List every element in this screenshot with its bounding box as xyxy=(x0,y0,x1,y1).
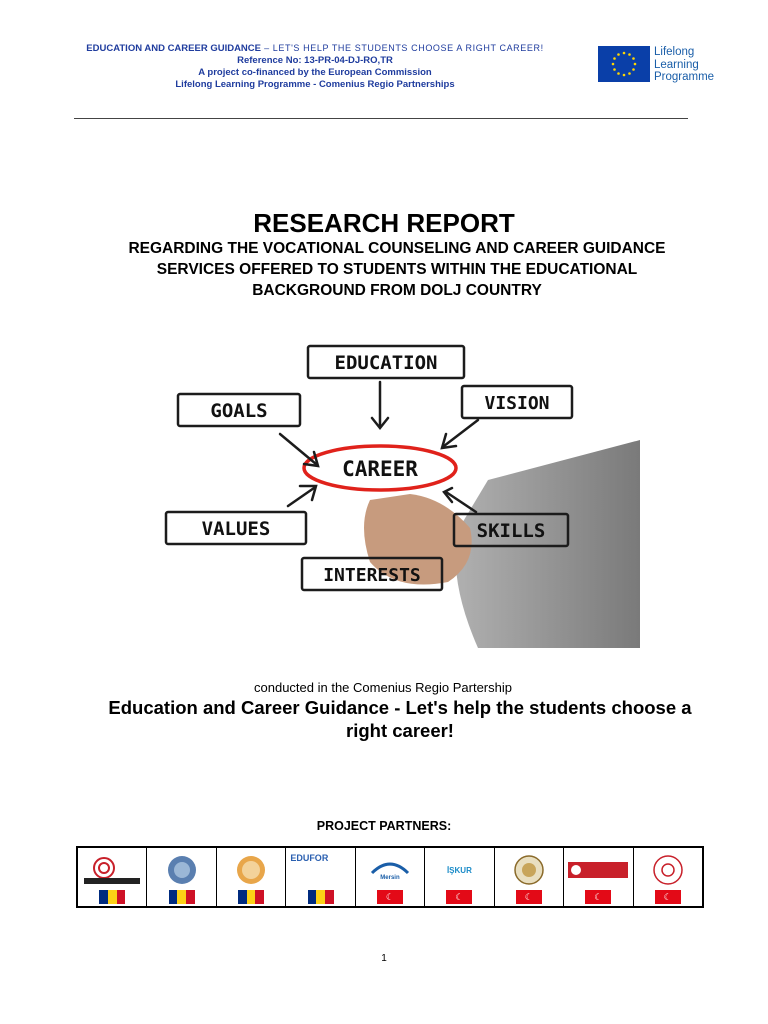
header-programme: Lifelong Learning Programme - Comenius Regio Partnerships xyxy=(175,79,455,90)
partner-cell xyxy=(356,848,425,906)
partner-cell xyxy=(217,848,286,906)
partner-cell xyxy=(78,848,147,906)
eu-flag-icon xyxy=(598,46,650,82)
partner-logo xyxy=(151,853,211,887)
turkey-flag-icon: ☾ xyxy=(516,890,542,904)
partner-logo: EDUFOR xyxy=(290,853,329,863)
header-tagline: – LET'S HELP THE STUDENTS CHOOSE A RIGHT CAREER! xyxy=(261,43,544,53)
career-diagram-illustration xyxy=(148,330,640,648)
partner-cell xyxy=(425,848,494,906)
header-reference: Reference No: 13-PR-04-DJ-RO,TR xyxy=(237,55,393,66)
goals-label: GOALS xyxy=(210,400,268,422)
partner-logo xyxy=(499,853,559,887)
partner-logo xyxy=(360,853,420,887)
document-header xyxy=(0,42,630,91)
partner-cell xyxy=(564,848,633,906)
values-label: VALUES xyxy=(201,518,271,540)
romania-flag-icon xyxy=(99,890,125,904)
vision-label: VISION xyxy=(484,393,550,414)
partner-logo-text: Mersin xyxy=(380,875,400,881)
arm-shape xyxy=(456,440,641,648)
partner-logo xyxy=(568,853,628,887)
romania-flag-icon xyxy=(238,890,264,904)
turkey-flag-icon: ☾ xyxy=(377,890,403,904)
turkey-flag-icon: ☾ xyxy=(655,890,681,904)
report-subtitle: REGARDING THE VOCATIONAL COUNSELING AND CAREER GUIDANCE SERVICES OFFERED TO STUDENTS WITHIN THE EDUCATIONAL BACKGROUND FROM DOLJ COUNTRY xyxy=(128,240,666,299)
logo-line-2: Learning xyxy=(654,58,699,71)
partner-logo xyxy=(221,853,281,887)
lifelong-learning-text xyxy=(654,46,714,84)
report-title: RESEARCH REPORT xyxy=(253,208,515,238)
career-label: CAREER xyxy=(342,457,418,481)
header-line-1 xyxy=(0,42,630,55)
partners-heading: PROJECT PARTNERS: xyxy=(316,819,452,833)
partner-cell xyxy=(634,848,702,906)
header-project-name: EDUCATION AND CAREER GUIDANCE xyxy=(86,43,261,54)
page-number: 1 xyxy=(381,953,387,964)
partner-logo xyxy=(638,853,698,887)
project-title: Education and Career Guidance - Let's help the students choose a right career! xyxy=(108,697,692,741)
partner-logo: İŞKUR xyxy=(446,865,472,875)
logo-line-3: Programme xyxy=(654,71,715,83)
partner-cell xyxy=(495,848,564,906)
header-divider xyxy=(74,118,688,119)
romania-flag-icon xyxy=(169,890,195,904)
partner-logo xyxy=(82,853,142,887)
turkey-flag-icon: ☾ xyxy=(446,890,472,904)
turkey-flag-icon: ☾ xyxy=(585,890,611,904)
partner-cell xyxy=(147,848,216,906)
partner-cell xyxy=(286,848,355,906)
lifelong-learning-logo xyxy=(598,46,728,84)
logo-line-1: Lifelong xyxy=(654,46,695,58)
header-cofinanced: A project co-financed by the European Commission xyxy=(198,67,432,78)
education-label: EDUCATION xyxy=(334,352,438,374)
conducted-note: conducted in the Comenius Regio Partership xyxy=(254,680,512,695)
skills-label: SKILLS xyxy=(476,520,546,542)
romania-flag-icon xyxy=(308,890,334,904)
interests-label: INTERESTS xyxy=(323,565,421,586)
partners-table xyxy=(76,846,704,908)
